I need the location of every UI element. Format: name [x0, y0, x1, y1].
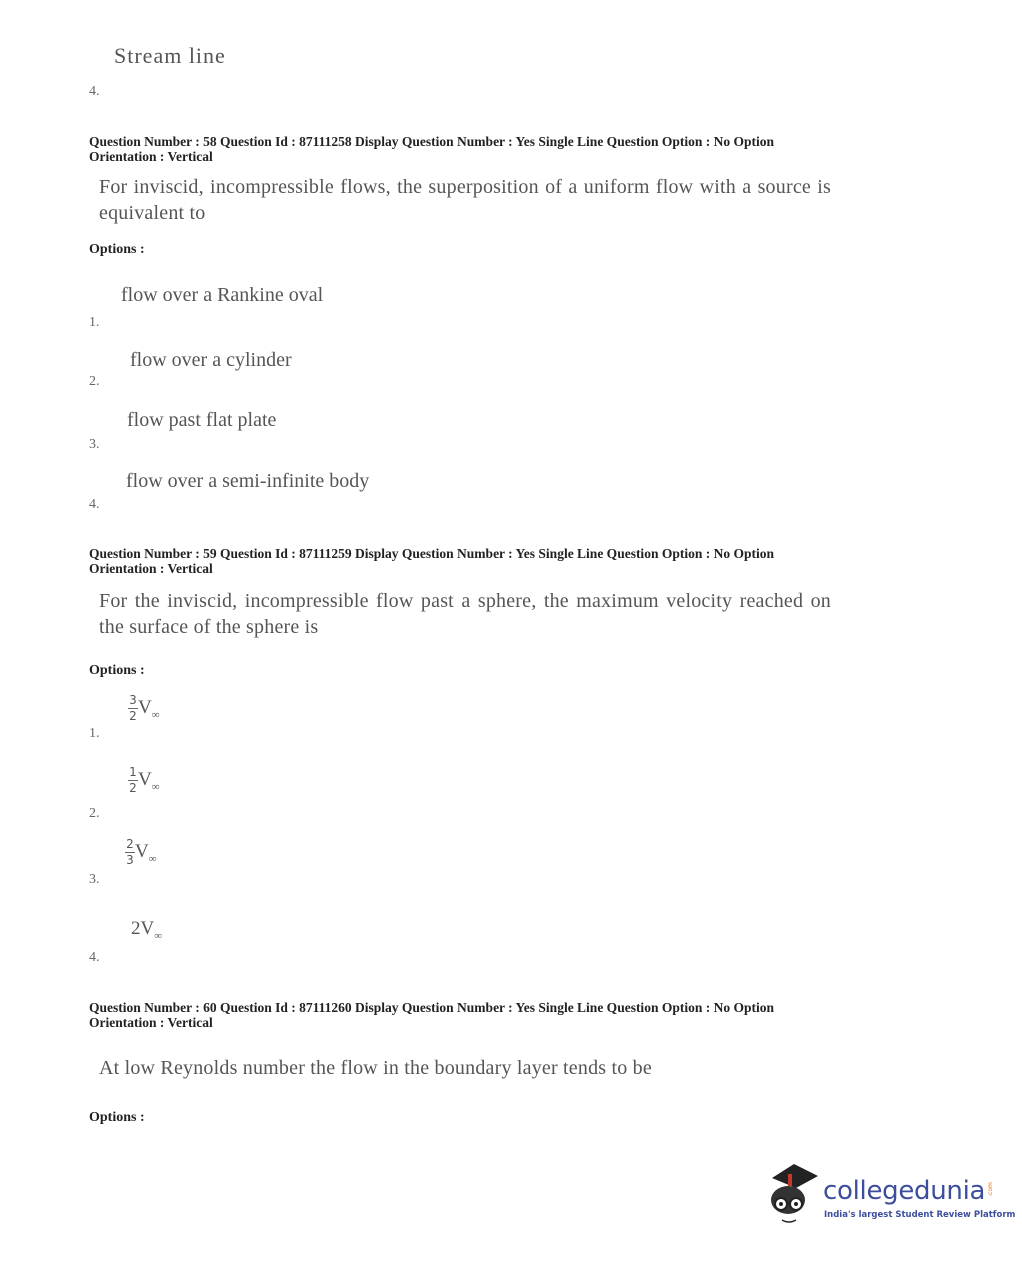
q58-question-text: For inviscid, incompressible flows, the superposition of a uniform flow with a source is equivalent to — [99, 176, 831, 224]
q58-options-label: Options : — [89, 242, 145, 257]
fraction: $\frac{3}{2}$ — [129, 693, 137, 723]
collegedunia-domain-suffix: .com — [986, 1182, 994, 1197]
collegedunia-tagline: India's largest Student Review Platform — [824, 1210, 1016, 1220]
q58-option-2-text: flow over a cylinder — [130, 349, 292, 371]
q59-option-1-number: 1. — [89, 726, 100, 741]
velocity-symbol: $V_\infty$ — [138, 768, 160, 793]
fraction: $\frac{1}{2}$ — [129, 765, 137, 795]
q58-metadata: Question Number : 58 Question Id : 87111258 Display Question Number : Yes Single Line Question Option : No Option Orientation : Vertical — [89, 134, 774, 164]
q58-option-1-number: 1. — [89, 315, 100, 330]
q59-option-2-number: 2. — [89, 806, 100, 821]
q59-option-1-expression — [128, 694, 160, 723]
q58-option-3-number: 3. — [89, 437, 100, 452]
q59-option-3-expression — [125, 838, 157, 867]
q58-option-3-text: flow past flat plate — [127, 409, 277, 431]
q59-option-3-number: 3. — [89, 872, 100, 887]
q58-option-1-text: flow over a Rankine oval — [121, 284, 324, 306]
q59-metadata: Question Number : 59 Question Id : 87111259 Display Question Number : Yes Single Line Question Option : No Option Orientation : Vertical — [89, 546, 774, 576]
velocity-symbol: $V_\infty$ — [138, 696, 160, 721]
q60-metadata: Question Number : 60 Question Id : 87111260 Display Question Number : Yes Single Line Question Option : No Option Orientation : Vertical — [89, 1000, 774, 1030]
q58-option-2-number: 2. — [89, 374, 100, 389]
graduation-cap-icon — [772, 1164, 818, 1188]
previous-option-number: 4. — [89, 84, 100, 99]
velocity-symbol: $2V_\infty$ — [131, 918, 163, 942]
q59-options-label: Options : — [89, 663, 145, 678]
q59-option-2-expression — [128, 766, 160, 795]
q59-option-4-expression — [131, 918, 162, 942]
q60-options-label: Options : — [89, 1110, 145, 1125]
q58-option-4-text: flow over a semi-infinite body — [126, 470, 370, 492]
q59-option-4-number: 4. — [89, 950, 100, 965]
velocity-symbol: $V_\infty$ — [135, 840, 157, 865]
fraction: $\frac{2}{3}$ — [126, 837, 134, 867]
q59-question-text: For the inviscid, incompressible flow past a sphere, the maximum velocity reached on the surface of the sphere is — [99, 590, 831, 638]
previous-option-partial-text: Stream line — [114, 43, 226, 68]
q58-option-4-number: 4. — [89, 497, 100, 512]
collegedunia-brand-name: collegedunia — [823, 1176, 986, 1206]
q60-question-text: At low Reynolds number the flow in the boundary layer tends to be — [99, 1057, 652, 1079]
